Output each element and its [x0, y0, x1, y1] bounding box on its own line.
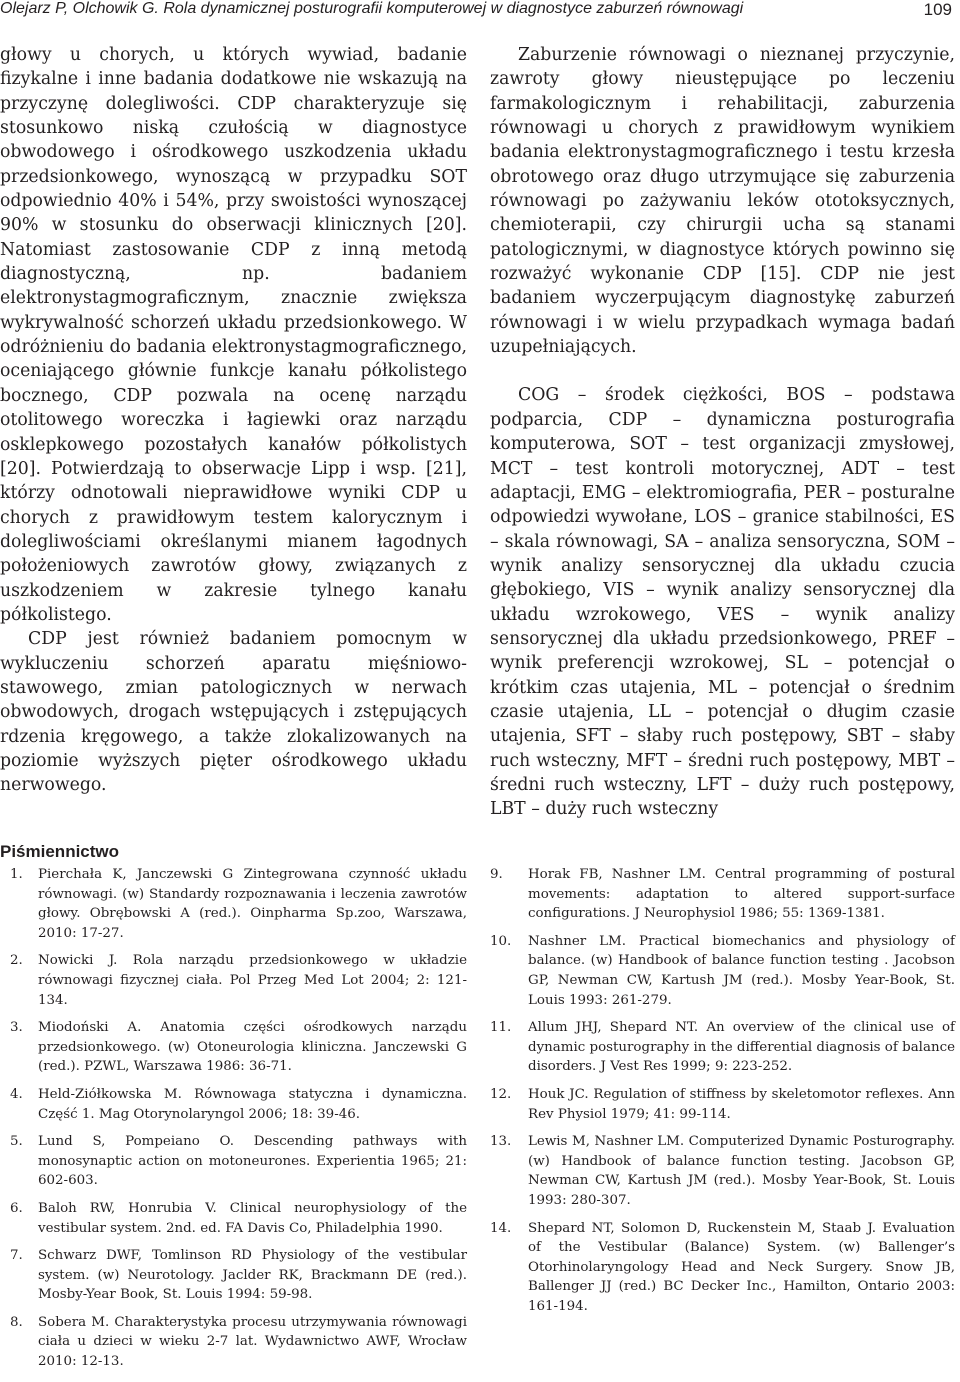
reference-item [490, 932, 955, 1010]
reference-number: 11. [490, 1020, 512, 1036]
references-column-left [0, 865, 467, 1380]
reference-number: 5. [10, 1134, 23, 1150]
reference-item [490, 1018, 955, 1077]
reference-item [0, 1313, 467, 1372]
reference-text: Nashner LM. Practical biomechanics and physiology of balance. (w) Handbook of balance function testing . Jacobson GP, Newman CW, Kartush JM (red.). Mosby Year-Book, St. Louis 1993: 261-279. [528, 933, 955, 1008]
reference-text: Houk JC. Regulation of stiffness by skeletomotor reflexes. Ann Rev Physiol 1979; 41: 99-114. [528, 1086, 955, 1122]
reference-item [490, 865, 955, 924]
reference-text: Lund S, Pompeiano O. Descending pathways with monosynaptic action on motoneurones. Experientia 1965; 21: 602-603. [38, 1134, 467, 1189]
body-paragraph: głowy u chorych, u których wywiad, badanie fizykalne i inne badania dodatkowe nie wskazują na przyczynę dolegliwości. CDP charakteryzuje się stosunkowo niską czułością w diagnostyce obwodowego i ośrodkowego uszkodzenia układu przedsionkowego, wynoszącą w przypadku SOT odpowiednio 40% i 54%, przy swoistości wynoszącej 90% w stosunku do obserwacji klinicznych [20]. Natomiast zastosowanie CDP z inną metodą diagnostyczną, np. badaniem elektronystagmograficznym, znacznie zwiększa wykrywalność schorzeń układu przedsionkowego. W odróżnieniu do badania elektronystagmograficznego, oceniającego głównie funkcje kanału półkolistego bocznego, CDP pozwala na ocenę narządu otolitowego woreczka i łagiewki oraz narządu osklepkowego pozostałych kanałów półkolistych [20]. Potwierdzają to obserwacje Lipp i wsp. [21], którzy odnotowali nieprawidłowe wyniki CDP u chorych z prawidłowym testem kalorycznym i dolegliwościami określanymi mianem łagodnych położeniowych zawrotów głowy, związanych z uszkodzeniem w zakresie tylnego kanału półkolistego. [0, 45, 467, 625]
reference-item [490, 1085, 955, 1124]
reference-number: 10. [490, 933, 512, 949]
references-column-right [490, 865, 955, 1324]
reference-number: 12. [490, 1086, 512, 1102]
reference-number: 2. [10, 953, 23, 969]
references-heading: Piśmiennictwo [0, 842, 120, 861]
body-paragraph: Zaburzenie równowagi o nieznanej przyczynie, zawroty głowy nieustępujące po leczeniu farmakologicznym i rehabilitacji, zaburzenia równowagi u chorych z prawidłowym wynikiem badania elektronystagmograficznego i testu krzesła obrotowego oraz długo utrzymujące się zaburzenia równowagi po zażywaniu leków ototoksycznych, chemioterapii, czy chirurgii ucha są stanami patologicznymi, w diagnostyce których powinno się rozważyć wykonanie CDP [15]. CDP nie jest badaniem wyczerpującym diagnostykę zaburzeń równowagi i w wielu przypadkach wymaga badań uzupełniających. [490, 45, 955, 358]
reference-text: Horak FB, Nashner LM. Central programming of postural movements: adaptation to altered support-surface configurations. J Neurophysiol 1986; 55: 1369-1381. [528, 867, 955, 922]
reference-text: Miodoński A. Anatomia części ośrodkowych narządu przedsionkowego. (w) Otoneurologia kliniczna. Janczewski G (red.). PZWL, Warszawa 1986: 36-71. [38, 1020, 467, 1075]
reference-item [0, 1018, 467, 1077]
running-title: Olejarz P, Olchowik G. Rola dynamicznej posturografii komputerowej w diagnostyce zaburzeń równowagi [0, 0, 744, 17]
abbreviations-paragraph: COG – środek ciężkości, BOS – podstawa podparcia, CDP – dynamiczna posturografia komputerowa, SOT – test organizacji zmysłowej, MCT – test kontroli motorycznej, ADT – test adaptacji, EMG – elektromiografia, PER – posturalne odpowiedzi wywołane, LOS – granice stabilności, ES – skala równowagi, SA – analiza sensoryczna, SOM – wynik analizy sensorycznej dla układu czucia głębokiego, VIS – wynik analizy sensorycznej dla układu wzrokowego, VES – wynik analizy sensorycznej dla układu przedsionkowego, PREF – wynik preferencji wzrokowej, SL – potencjał o krótkim czas utajenia, ML – potencjał o średnim czasie utajenia, LL – potencjał o długim czasie utajenia, SFT – słaby ruch postępowy, SBT – słaby ruch wsteczny, MFT – średni ruch postępowy, MBT – średni ruch wsteczny, LFT – duży ruch postępowy, LBT – duży ruch wsteczny [490, 385, 955, 820]
reference-item [490, 1132, 955, 1210]
reference-number: 8. [10, 1314, 23, 1330]
reference-text: Pierchała K, Janczewski G Zintegrowana czynność układu równowagi. (w) Standardy rozpoznawania i leczenia zawrotów głowy. Obrębowski A (red.). Oinpharma Sp.zoo, Warszawa, 2010: 17-27. [38, 867, 467, 941]
reference-number: 14. [490, 1220, 512, 1236]
reference-text: Allum JHJ, Shepard NT. An overview of the clinical use of dynamic posturography in the differential diagnosis of balance disorders. J Vest Res 1999; 9: 223-252. [528, 1020, 955, 1075]
reference-number: 9. [490, 867, 503, 882]
reference-number: 1. [10, 867, 23, 882]
reference-number: 13. [490, 1134, 512, 1150]
reference-text: Shepard NT, Solomon D, Ruckenstein M, Staab J. Evaluation of the Vestibular (Balance) System. (w) Ballenger’s Otorhinolaryngology Head and Neck Surgery. Snow JB, Ballenger JJ (red.) BC Decker Inc., Hamilton, Ontario 2003: 161-194. [528, 1220, 955, 1314]
body-column-right [490, 43, 955, 822]
reference-item [0, 951, 467, 1010]
reference-text: Sobera M. Charakterystyka procesu utrzymywania równowagi ciała u dzieci w wieku 2-7 lat. Wydawnictwo AWF, Wrocław 2010: 12-13. [38, 1314, 467, 1370]
reference-item [0, 1246, 467, 1305]
reference-item [490, 1219, 955, 1317]
reference-text: Baloh RW, Honrubia V. Clinical neurophysiology of the vestibular system. 2nd. ed. FA Davis Co, Philadelphia 1990. [38, 1200, 467, 1236]
reference-item [0, 1132, 467, 1191]
reference-number: 6. [10, 1200, 23, 1216]
reference-text: Lewis M, Nashner LM. Computerized Dynamic Posturography. (w) Handbook of balance function testing. Jacobson GP, Newman CW, Kartush JM (red.). Mosby Year-Book, St. Louis 1993: 280-307. [528, 1134, 955, 1208]
reference-number: 7. [10, 1248, 23, 1264]
body-paragraph: CDP jest również badaniem pomocnym w wykluczeniu schorzeń aparatu mięśniowo-stawowego, zmian patologicznych w nerwach obwodowych, drogach wstępujących i zstępujących rdzenia kręgowego, a także zlokalizowanych na poziomie wyższych pięter ośrodkowego układu nerwowego. [0, 629, 467, 796]
reference-number: 3. [10, 1020, 23, 1036]
running-header [0, 0, 960, 24]
reference-item [0, 1199, 467, 1238]
page-number: 109 [923, 0, 952, 19]
reference-item [0, 865, 467, 943]
reference-text: Schwarz DWF, Tomlinson RD Physiology of the vestibular system. (w) Neurotology. Jaclder RK, Brackmann DE (red.). Mosby-Year Book, St. Louis 1994: 59-98. [38, 1248, 467, 1303]
body-column-left [0, 43, 467, 798]
reference-text: Held-Ziółkowska M. Równowaga statyczna i dynamiczna. Część 1. Mag Otorynolaryngol 2006; 18: 39-46. [38, 1086, 467, 1122]
reference-text: Nowicki J. Rola narządu przedsionkowego w układzie równowagi fizycznej ciała. Pol Przeg Med Lot 2004; 2: 121-134. [38, 953, 467, 1008]
reference-number: 4. [10, 1086, 23, 1102]
reference-item [0, 1085, 467, 1124]
